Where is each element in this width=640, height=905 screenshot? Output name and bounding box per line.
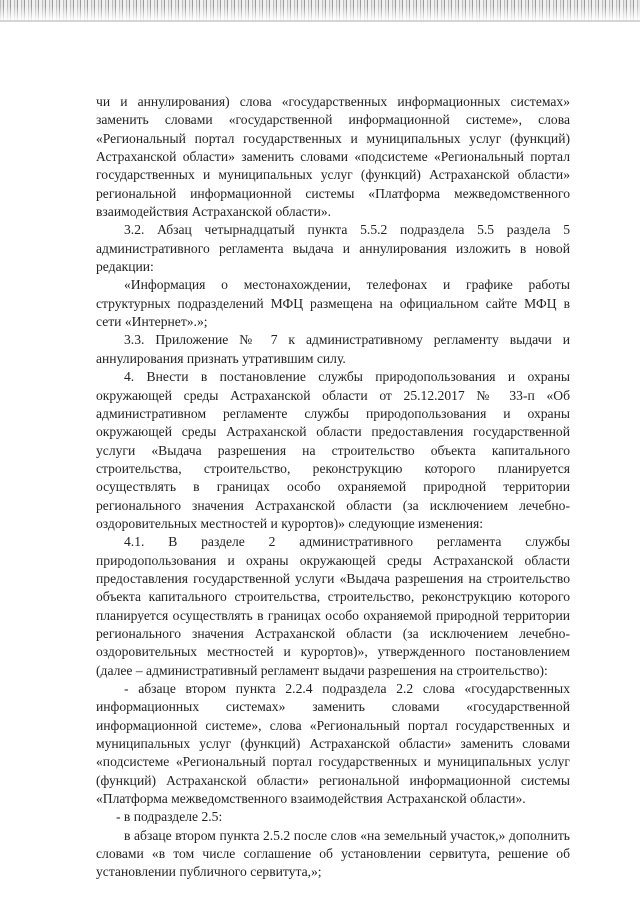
paragraph-continuation: чи и аннулирования) слова «государственных информационных системах» заменить словами «государственной информационной системе», слова «Региональный портал государственных и муниципальных услуг (функций) Астраханской области» заменить словами «подсистеме «Региональный портал государственных и муниципальных услуг (функций) Астраханской области» региональной информационной системы «Платформа межведомственного взаимодействия Астраханской области». [96, 94, 570, 220]
paragraph-4: 4. Внести в постановление службы природопользования и охраны окружающей среды Астраханской области от 25.12.2017 № 33-п «Об административном регламенте службы природопользования и охраны окружающей среды Астраханской области предоставления государственной услуги «Выдача разрешения на строительство объекта капитального строительства, строительство, реконструкцию которого планируется осуществлять в границах особо охраняемой природной территории регионального значения Астраханской области (за исключением лечебно-оздоровительных местностей и курортов)» следующие изменения: [96, 369, 570, 531]
paragraph-quote-mfc: «Информация о местонахождении, телефонах и графике работы структурных подразделений МФЦ размещена на официальном сайте МФЦ в сети «Интернет».»; [96, 277, 570, 330]
paragraph-2-5-2: в абзаце втором пункта 2.5.2 после слов «на земельный участок,» дополнить словами «в том числе соглашение об установлении сервитута, решение об установлении публичного сервитута,»; [96, 827, 570, 880]
paragraph-2-2-4: - абзаце втором пункта 2.2.4 подраздела 2.2 слова «государственных информационных системах» заменить словами «государственной информационной системе», слова «Региональный портал государственных и муниципальных услуг (функций) Астраханской области» заменить словами «подсистеме «Региональный портал государственных и муниципальных услуг (функций) Астраханской области» региональной информационной системы «Платформа межведомственного взаимодействия Астраханской области». [96, 681, 570, 807]
document-body [96, 93, 570, 882]
paragraph-4-1: 4.1. В разделе 2 административного регламента службы природопользования и охраны окружающей среды Астраханской области предоставления государственной услуги «Выдача разрешения на строительство объекта капитального строительства, строительство, реконструкцию которого планируется осуществлять в границах особо охраняемой природной территории регионального значения Астраханской области (за исключением лечебно-оздоровительных местностей и курортов)», утвержденного постановлением (далее – административный регламент выдачи разрешения на строительство): [96, 534, 570, 678]
paragraph-3-3: 3.3. Приложение № 7 к административному регламенту выдачи и аннулирования признать утратившим силу. [96, 332, 570, 366]
paragraph-3-2: 3.2. Абзац четырнадцатый пункта 5.5.2 подраздела 5.5 раздела 5 административного регламента выдача и аннулирования изложить в новой редакции: [96, 222, 570, 275]
scan-edge-shadow [0, 0, 640, 22]
paragraph-subsection-2-5: - в подразделе 2.5: [116, 809, 223, 825]
